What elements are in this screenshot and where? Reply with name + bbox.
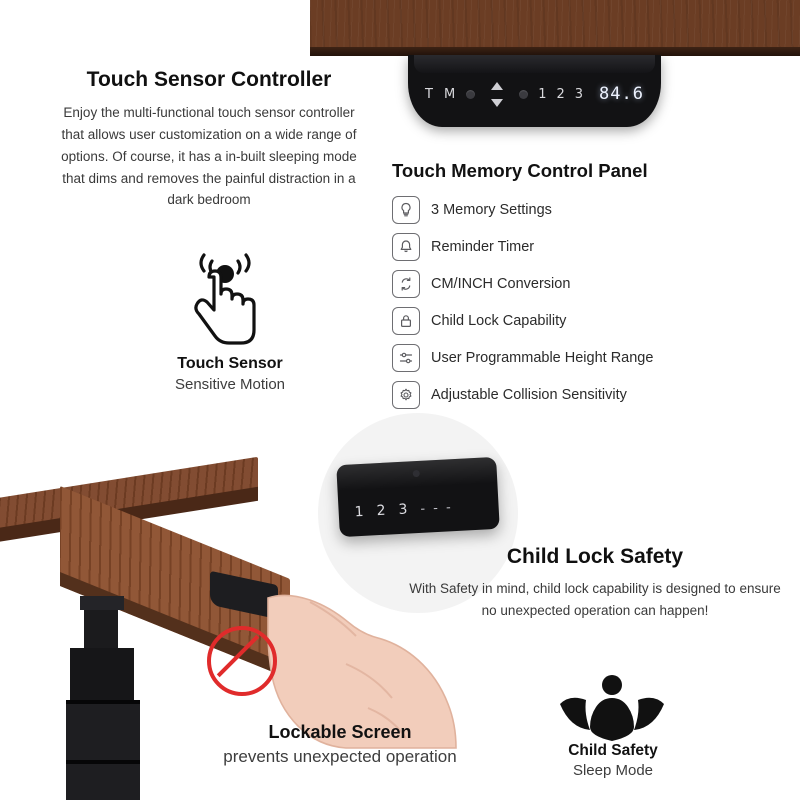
feature-label: 3 Memory Settings <box>431 202 552 218</box>
gear-icon <box>392 381 420 409</box>
feature-label: Adjustable Collision Sensitivity <box>431 387 627 403</box>
desk-leg-seam <box>66 700 140 704</box>
touch-sensor-caption-sub: Sensitive Motion <box>174 376 286 393</box>
memory-preset-2[interactable]: 2 <box>556 86 565 102</box>
panel-key-row <box>408 77 661 111</box>
child-lock-section <box>405 545 785 621</box>
lock-screen-row <box>354 499 453 520</box>
touch-sensor-title: Touch Sensor Controller <box>86 68 332 91</box>
feature-label: CM/INCH Conversion <box>431 276 571 292</box>
panel-arrow-group[interactable] <box>491 82 503 107</box>
down-arrow-icon[interactable] <box>491 99 503 107</box>
panel-key-m[interactable]: M <box>443 86 457 102</box>
panel-key-t[interactable]: T <box>425 86 434 102</box>
memory-preset-1[interactable]: 1 <box>538 86 547 102</box>
sliders-icon <box>392 344 420 372</box>
feature-row <box>392 344 792 372</box>
feature-row <box>392 307 792 335</box>
feature-label: Child Lock Capability <box>431 313 567 329</box>
feature-row <box>392 270 792 298</box>
lock-screen-panel[interactable] <box>336 457 500 537</box>
panel-indicator-dot <box>466 90 475 99</box>
control-panel-features <box>392 160 792 418</box>
desk-leg-joint <box>80 596 124 610</box>
control-panel-title: Touch Memory Control Panel <box>392 160 648 181</box>
lockable-screen-title: Lockable Screen <box>268 722 412 742</box>
child-safety-sub: Sleep Mode <box>572 762 654 779</box>
height-display: 84.6 <box>599 84 644 104</box>
desk-leg-lower <box>66 700 140 800</box>
desk-top-surface <box>310 0 800 56</box>
lockable-screen-caption <box>150 722 530 767</box>
up-arrow-icon[interactable] <box>491 82 503 90</box>
panel-indicator-dot-2 <box>519 90 528 99</box>
lock-preset-3[interactable]: 3 <box>398 501 408 519</box>
touch-sensor-caption <box>105 355 355 393</box>
lock-preset-2[interactable]: 2 <box>376 502 386 520</box>
touch-sensor-body: Enjoy the multi-functional touch sensor controller that allows user customization on a wide range of options. Of course, it has a in-built sleeping mode that dims and removes the painful distraction in a dark bedroom <box>61 105 357 208</box>
memory-preset-3[interactable]: 3 <box>574 86 584 102</box>
touch-control-panel[interactable] <box>408 55 661 127</box>
child-safety-caption <box>520 742 706 779</box>
feature-row <box>392 233 792 261</box>
child-lock-body: With Safety in mind, child lock capability is designed to ensure no unexpected operation can happen! <box>409 581 781 618</box>
child-lock-title: Child Lock Safety <box>506 545 684 568</box>
lock-icon <box>392 307 420 335</box>
child-safety-title: Child Safety <box>568 742 658 759</box>
child-safety-icon <box>556 672 668 744</box>
lock-preset-1[interactable]: 1 <box>354 503 365 521</box>
lock-screen-dashes: - - - <box>419 499 454 517</box>
prohibited-icon <box>207 626 277 696</box>
touch-sensor-section <box>54 68 364 211</box>
lockable-screen-sub: prevents unexpected operation <box>223 747 457 766</box>
feature-row <box>392 381 792 409</box>
feature-row <box>392 196 792 224</box>
touch-sensor-caption-title: Touch Sensor <box>177 355 283 372</box>
touch-hand-icon <box>170 243 280 353</box>
bell-icon <box>392 233 420 261</box>
bulb-icon <box>392 196 420 224</box>
feature-label: Reminder Timer <box>431 239 535 255</box>
desk-leg-seam-2 <box>66 760 140 764</box>
feature-label: User Programmable Height Range <box>431 350 654 366</box>
wood-grain-texture <box>310 0 800 47</box>
ruler-conversion-icon <box>392 270 420 298</box>
